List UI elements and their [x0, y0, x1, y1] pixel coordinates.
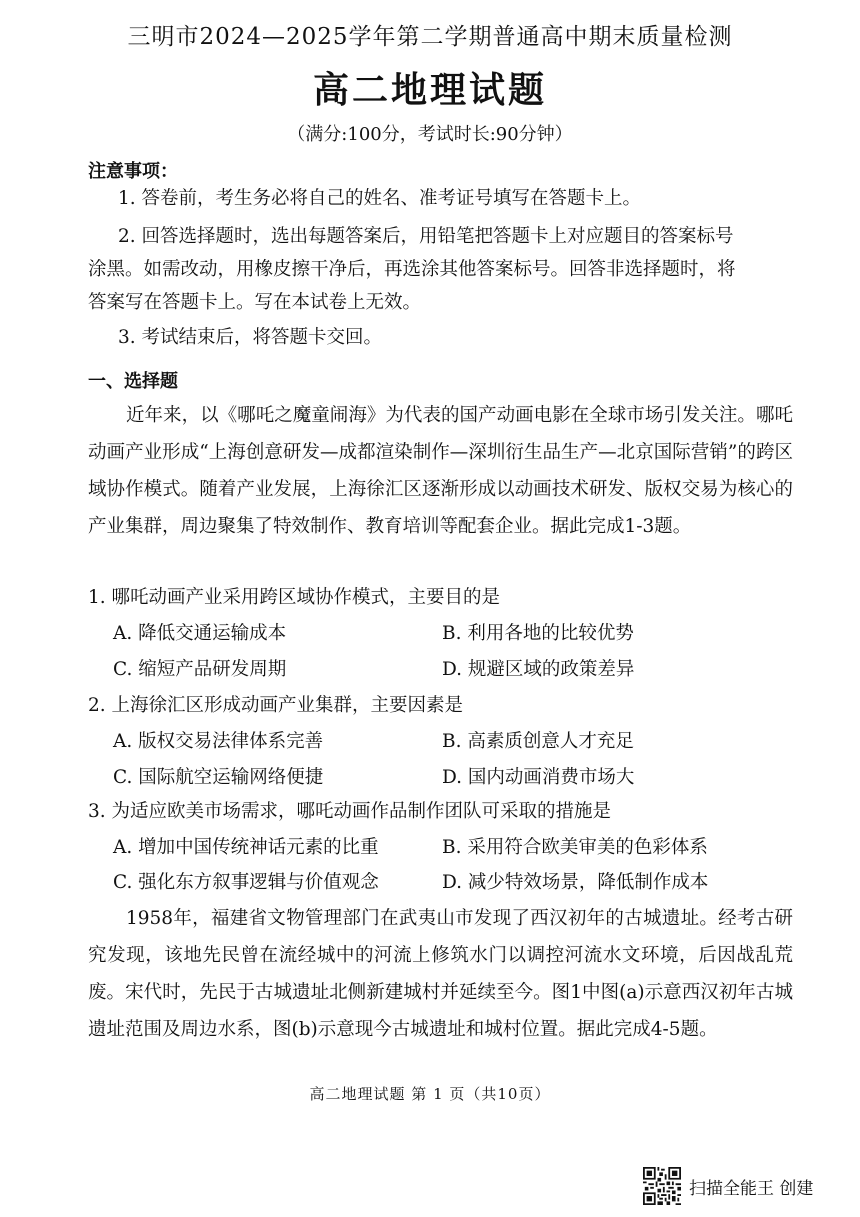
question-3-option-b: B. 采用符合欧美审美的色彩体系: [442, 837, 708, 858]
exam-header: 三明市2024—2025学年第二学期普通高中期末质量检测: [127, 24, 733, 50]
question-1-option-a: A. 降低交通运输成本: [113, 623, 287, 644]
section-title: 一、选择题: [88, 371, 178, 392]
exam-title: 高二地理试题: [312, 69, 547, 111]
camscanner-watermark: [643, 1166, 813, 1206]
question-2-option-c: C. 国际航空运输网络便捷: [113, 767, 324, 788]
question-3-stem: 3. 为适应欧美市场需求，哪吒动画作品制作团队可采取的措施是: [88, 801, 612, 822]
notice-line-5: 3. 考试结束后，将答题卡交回。: [118, 327, 383, 348]
notice-line-1: 1. 答卷前，考生务必将自己的姓名、准考证号填写在答题卡上。: [118, 188, 642, 209]
question-3-option-a: A. 增加中国传统神话元素的比重: [113, 837, 379, 858]
watermark-text: 扫描全能王 创建: [689, 1178, 814, 1199]
question-1-option-b: B. 利用各地的比较优势: [442, 623, 634, 644]
question-2-option-d: D. 国内动画消费市场大: [442, 767, 635, 788]
notice-line-2: 2. 回答选择题时，选出每题答案后，用铅笔把答题卡上对应题目的答案标号: [118, 226, 734, 247]
question-3-option-d: D. 减少特效场景，降低制作成本: [442, 872, 709, 893]
passage-1: 近年来，以《哪吒之魔童闹海》为代表的国产动画电影在全球市场引发关注。哪吒动画产业形成“上海创意研发—成都渲染制作—深圳衍生品生产—北京国际营销”的跨区域协作模式。随着产业发展，上海徐汇区逐渐形成以动画技术研发、版权交易为核心的产业集群，周边聚集了特效制作、教育培训等配套企业。据此完成1-3题。: [88, 405, 793, 537]
question-2-option-b: B. 高素质创意人才充足: [442, 731, 634, 752]
qr-code-icon: [643, 1167, 681, 1205]
notice-line-4: 答案写在答题卡上。写在本试卷上无效。: [88, 292, 422, 313]
page-footer: 高二地理试题 第 1 页（共10页）: [309, 1085, 551, 1103]
question-3-option-c: C. 强化东方叙事逻辑与价值观念: [113, 872, 379, 893]
exam-meta: （满分:100分，考试时长:90分钟）: [287, 124, 573, 145]
question-2-option-a: A. 版权交易法律体系完善: [113, 731, 324, 752]
question-2-stem: 2. 上海徐汇区形成动画产业集群，主要因素是: [88, 695, 464, 716]
question-1-option-c: C. 缩短产品研发周期: [113, 659, 287, 680]
notice-line-3: 涂黑。如需改动，用橡皮擦干净后，再选涂其他答案标号。回答非选择题时，将: [88, 259, 736, 280]
notice-heading: 注意事项：: [88, 161, 178, 182]
question-1-stem: 1. 哪吒动画产业采用跨区域协作模式，主要目的是: [88, 587, 501, 608]
question-1-option-d: D. 规避区域的政策差异: [442, 659, 635, 680]
passage-2: 1958年，福建省文物管理部门在武夷山市发现了西汉初年的古城遗址。经考古研究发现，该地先民曾在流经城中的河流上修筑水门以调控河流水文环境，后因战乱荒废。宋代时，先民于古城遗址北侧新建城村并延续至今。图1中图(a)示意西汉初年古城遗址范围及周边水系，图(b)示意现今古城遗址和城村位置。据此完成4-5题。: [88, 908, 793, 1040]
